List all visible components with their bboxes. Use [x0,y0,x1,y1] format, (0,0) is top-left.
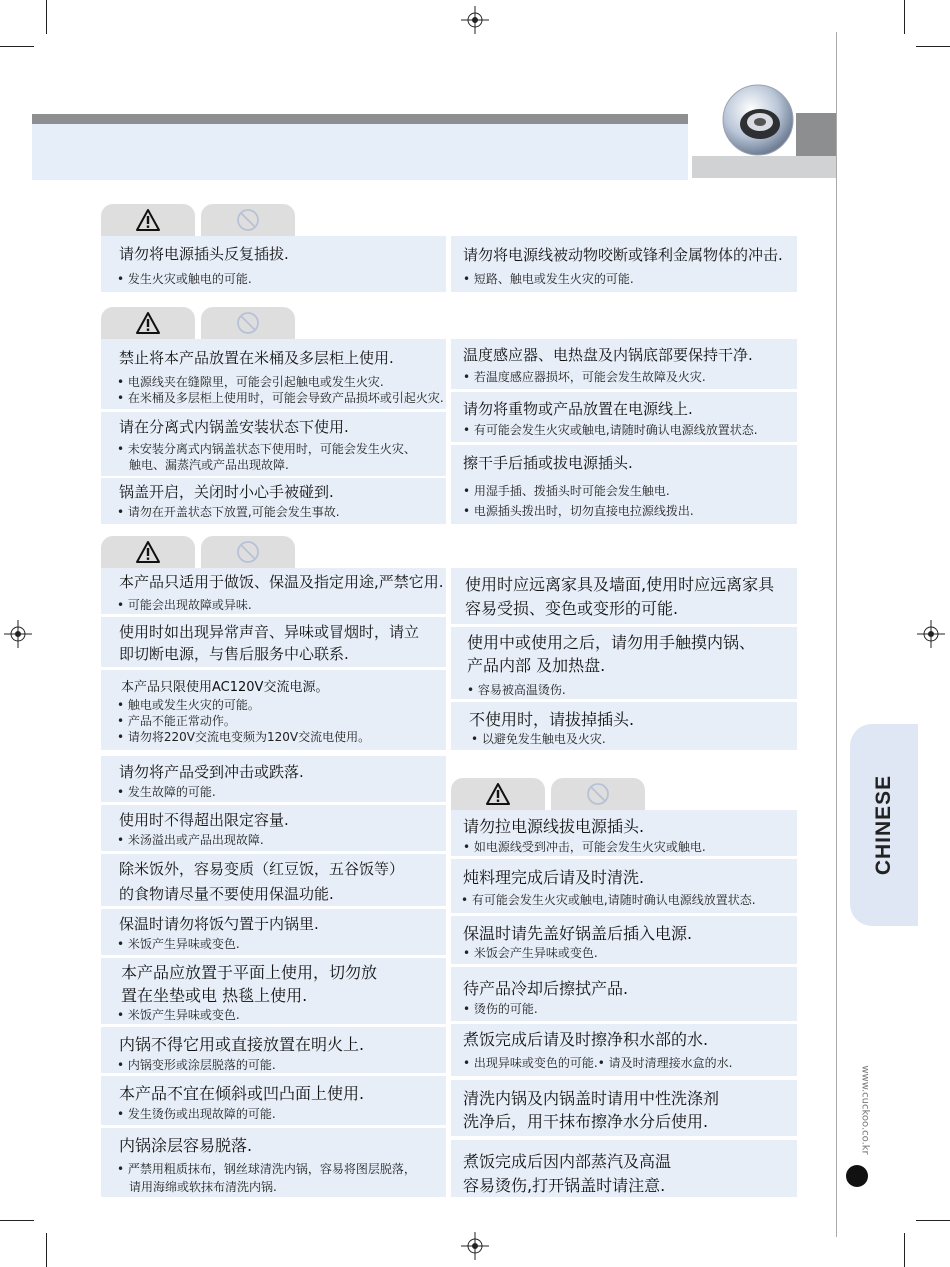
item-bullet: • 有可能会发生火灾或触电,请随时确认电源线放置状态. [463,423,758,437]
s2-left-item-0 [101,339,446,409]
s3-left-item-8 [101,1027,446,1073]
item-title: 锅盖开启，关闭时小心手被碰到. [119,483,334,501]
s2-warning-tab [101,307,195,341]
item-bullet: • 可能会出现故障或异味. [117,598,252,612]
item-bullet: • 容易被高温烫伤. [467,683,566,697]
item-bullet: • 米饭产生异味或变色. [117,937,240,951]
item-bullet: • 未安装分离式内锅盖状态下使用时，可能会发生火灾、 [117,442,416,456]
item-title: 不使用时，请拔掉插头. [469,710,635,729]
item-bullet: • 请勿在开盖状态下放置,可能会发生事故. [117,505,340,519]
language-tab-label: CHINESE [872,774,895,876]
s3-left-item-6 [101,909,446,955]
item-bullet: • 出现异味或变色的可能.• 请及时清理接水盒的水. [463,1056,733,1070]
item-title: 请勿拉电源线拔电源插头. [463,817,645,836]
warning-icon [135,208,161,232]
s1-left-item-0 [101,236,446,292]
item-bullet: • 短路、触电或发生火灾的可能. [463,272,634,286]
page-margin-line [836,32,837,1237]
s4-right-item-6 [451,1140,797,1197]
item-bullet: • 请勿将220V交流电变频为120V交流电使用。 [117,730,371,744]
item-title: 内锅涂层容易脱落. [119,1136,253,1155]
item-bullet: • 米汤溢出或产品出现故障. [117,833,264,847]
item-bullet: • 内锅变形或涂层脱落的可能. [117,1058,276,1072]
item-title: 使用时如出现异常声音、异味或冒烟时，请立 [119,623,420,641]
item-title: 除米饭外，容易变质（红豆饭，五谷饭等） [119,860,405,878]
item-bullet: • 严禁用粗质抹布，钢丝球清洗内锅，容易将图层脱落， [117,1162,416,1176]
item-title: 煮饭完成后请及时擦净积水部的水. [463,1030,709,1049]
item-title: 温度感应器、电热盘及内锅底部要保持干净. [463,346,753,364]
prohibition-icon [585,782,611,806]
prohibition-icon [235,540,261,564]
item-title: 本产品只适用于做饭、保温及指定用途,严禁它用. [119,573,444,591]
item-bullet: • 发生烫伤或出现故障的可能. [117,1107,276,1121]
registration-mark-bottom [461,1232,489,1260]
item-title-line2: 洗净后，用干抹布擦净水分后使用. [463,1112,709,1131]
item-title-line2: 即切断电源，与售后服务中心联系. [119,645,349,663]
item-bullet: 请用海绵或软抹布清洗内锅. [129,1180,277,1194]
s3-left-item-10 [101,1128,446,1197]
item-bullet: • 发生故障的可能. [117,785,216,799]
page-dot [846,1165,868,1187]
s4-right-item-0 [451,810,797,856]
item-bullet: • 产品不能正常动作。 [117,714,236,728]
item-title: 本产品应放置于平面上使用，切勿放 [121,963,378,982]
item-bullet: • 在米桶及多层柜上使用时，可能会导致产品损坏或引起火灾. [117,391,444,405]
item-title: 请勿将电源线被动物咬断或锋利金属物体的冲击. [463,246,783,264]
item-bullet: • 用湿手插、拨插头时可能会发生触电. [463,484,670,498]
item-title: 待产品冷却后擦拭产品. [463,979,629,998]
registration-mark-left [4,620,32,648]
item-bullet: 触电、漏蒸汽或产品出现故障. [129,458,289,472]
s4-right-item-4 [451,1024,797,1076]
header-band [32,124,688,180]
header-bar [32,114,688,124]
s2-right-item-0 [451,339,797,389]
website-url-text: www.cuckoo.co.kr [859,1065,871,1155]
header-corner-strip [692,156,837,178]
item-title: 请勿将重物或产品放置在电源线上. [463,400,693,418]
s4-right-item-3 [451,967,797,1021]
s4-right-item-1 [451,859,797,913]
s3-prohibition-tab [201,536,295,570]
item-bullet: • 烫伤的可能. [463,1002,538,1016]
item-title: 内锅不得它用或直接放置在明火上. [119,1035,365,1054]
item-bullet: • 电源插头拨出时，切勿直接电拉源线拨出. [463,504,694,518]
item-title: 请在分离式内锅盖安装状态下使用. [119,418,349,436]
s2-prohibition-tab [201,307,295,341]
item-title-line2: 产品内部 及加热盘. [467,656,606,675]
item-title: 本产品只限使用AC120V交流电源。 [121,680,329,695]
warning-icon [135,540,161,564]
s2-right-item-1 [451,392,797,442]
s3-left-item-4 [101,805,446,851]
s3-right-item-1 [451,627,797,699]
item-bullet: • 米饭产生异味或变色. [117,1008,240,1022]
item-title: 擦干手后插或拔电源插头. [463,454,633,472]
s3-left-item-5 [101,854,446,906]
item-title: 禁止将本产品放置在米桶及多层柜上使用. [119,349,394,367]
item-bullet: • 有可能会发生火灾或触电,请随时确认电源线放置状态. [461,893,756,907]
item-bullet: • 若温度感应器损坏，可能会发生故障及火灾. [463,370,706,384]
s2-left-item-1 [101,412,446,476]
s4-warning-tab [451,778,545,812]
item-bullet: • 发生火灾或触电的可能. [117,272,252,286]
item-title: 煮饭完成后因内部蒸汽及高温 [463,1152,672,1171]
warning-icon [485,782,511,806]
s3-right-item-0 [451,568,797,624]
item-title: 使用时不得超出限定容量. [119,811,289,829]
s3-left-item-0 [101,568,446,614]
s3-right-item-2 [451,702,797,750]
item-title: 炖料理完成后请及时清洗. [463,868,645,887]
item-title-line2: 置在坐垫或电 热毯上使用. [121,986,308,1005]
item-bullet: • 以避免发生触电及火灾. [471,732,606,746]
s1-prohibition-tab [201,204,295,238]
registration-mark-top [461,6,489,34]
s3-warning-tab [101,536,195,570]
item-title-line2: 的食物请尽量不要使用保温功能. [119,885,334,903]
item-title: 清洗内锅及内锅盖时请用中性洗涤剂 [463,1089,720,1108]
warning-icon [135,311,161,335]
s3-left-item-2 [101,670,446,750]
s2-right-item-2 [451,445,797,524]
language-tab [850,724,918,926]
s1-warning-tab [101,204,195,238]
item-bullet: • 触电或发生火灾的可能。 [117,698,260,712]
item-title: 使用时应远离家具及墙面,使用时应远离家具 [465,575,775,594]
prohibition-icon [235,208,261,232]
s3-left-item-3 [101,756,446,802]
item-bullet: • 米饭会产生异味或变色. [463,946,598,960]
item-title: 保温时请先盖好锅盖后插入电源. [463,924,693,943]
item-bullet: • 电源线夹在缝隙里，可能会引起触电或发生火灾. [117,375,384,389]
item-title: 本产品不宜在倾斜或凹凸面上使用. [119,1084,365,1103]
s4-right-item-5 [451,1080,797,1136]
prohibition-icon [235,311,261,335]
s2-left-item-2 [101,478,446,524]
item-title: 请勿将电源插头反复插拔. [119,245,289,263]
s3-left-item-7 [101,958,446,1024]
header-corner-block [796,113,837,156]
s4-right-item-2 [451,916,797,964]
s3-left-item-1 [101,617,446,667]
item-title: 使用中或使用之后，请勿用手触摸内锅、 [467,633,756,652]
website-url [858,1060,872,1160]
item-title: 保温时请勿将饭勺置于内锅里. [119,915,319,933]
s3-left-item-9 [101,1076,446,1125]
item-title: 请勿将产品受到冲击或跌落. [119,763,304,781]
item-title-line2: 容易受损、变色或变形的可能. [465,599,679,618]
registration-mark-right [917,620,945,648]
item-bullet: • 如电源线受到冲击，可能会发生火灾或触电. [463,840,706,854]
rice-cooker-photo [722,84,794,156]
s1-right-item-0 [451,236,797,292]
item-title-line2: 容易烫伤,打开锅盖时请注意. [463,1176,666,1195]
s4-prohibition-tab [551,778,645,812]
